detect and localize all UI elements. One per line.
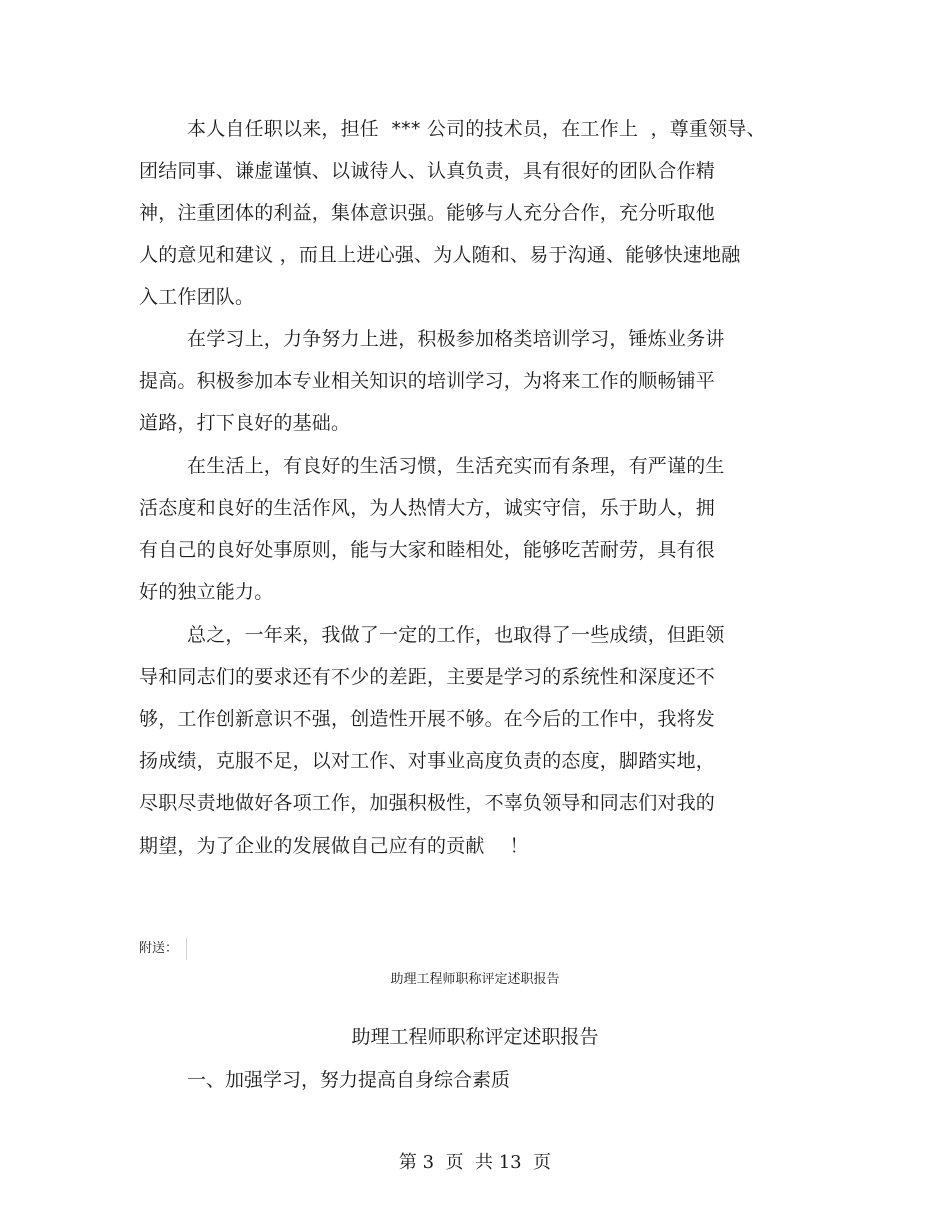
section-heading: 一、加强学习，努力提高自身综合素质 [187, 1069, 511, 1091]
paragraph-4-line-4: 扬成绩，克服不足，以对工作、对事业高度负责的态度，脚踏实地， [139, 750, 716, 772]
paragraph-1-line-2: 团结同事、谦虚谨慎、以诚待人、认真负责，具有很好的团队合作精 [139, 160, 716, 182]
paragraph-3-line-3: 有自己的良好处事原则，能与大家和睦相处，能够吃苦耐劳，具有很 [139, 539, 716, 561]
paragraph-1-line-4: 人的意见和建议 ，而且上进心强、为人随和、易于沟通、能够快速地融 [139, 244, 741, 266]
paragraph-4-line-3: 够，工作创新意识不强，创造性开展不够。在今后的工作中，我将发 [139, 708, 716, 730]
paragraph-3-line-4: 好的独立能力。 [139, 581, 274, 603]
annex-title: 助理工程师职称评定述职报告 [351, 1026, 599, 1048]
paragraph-2-line-1: 在学习上，力争努力上进，积极参加格类培训学习，锤炼业务讲 [187, 328, 725, 350]
paragraph-2-line-2: 提高。积极参加本专业相关知识的培训学习，为将来工作的顺畅铺平 [139, 370, 716, 392]
paragraph-2-line-3: 道路，打下良好的基础。 [139, 412, 351, 434]
annex-divider [186, 938, 187, 960]
paragraph-4-line-6: 期望，为了企业的发展做自己应有的贡献 ！ [139, 835, 529, 857]
paragraph-3-line-1: 在生活上，有良好的生活习惯，生活充实而有条理，有严谨的生 [187, 455, 725, 477]
paragraph-4-line-1: 总之，一年来，我做了一定的工作，也取得了一些成绩，但距领 [187, 624, 725, 646]
paragraph-1-line-5: 入工作团队。 [139, 286, 255, 308]
paragraph-4-line-5: 尽职尽责地做好各项工作，加强积极性，不辜负领导和同志们对我的 [139, 792, 716, 814]
paragraph-4-line-2: 导和同志们的要求还有不少的差距，主要是学习的系统性和深度还不 [139, 666, 716, 688]
page-number: 第 3 页 共 13 页 [398, 1152, 552, 1173]
annex-small-title: 助理工程师职称评定述职报告 [390, 972, 560, 987]
paragraph-1-line-1: 本人自任职以来，担任 *** 公司的技术员，在工作上 ，尊重领导、 [187, 118, 766, 140]
annex-label: 附送： [139, 941, 179, 956]
paragraph-1-line-3: 神，注重团体的利益，集体意识强。能够与人充分合作，充分听取他 [139, 202, 716, 224]
paragraph-3-line-2: 活态度和良好的生活作风，为人热情大方，诚实守信，乐于助人，拥 [139, 497, 716, 519]
